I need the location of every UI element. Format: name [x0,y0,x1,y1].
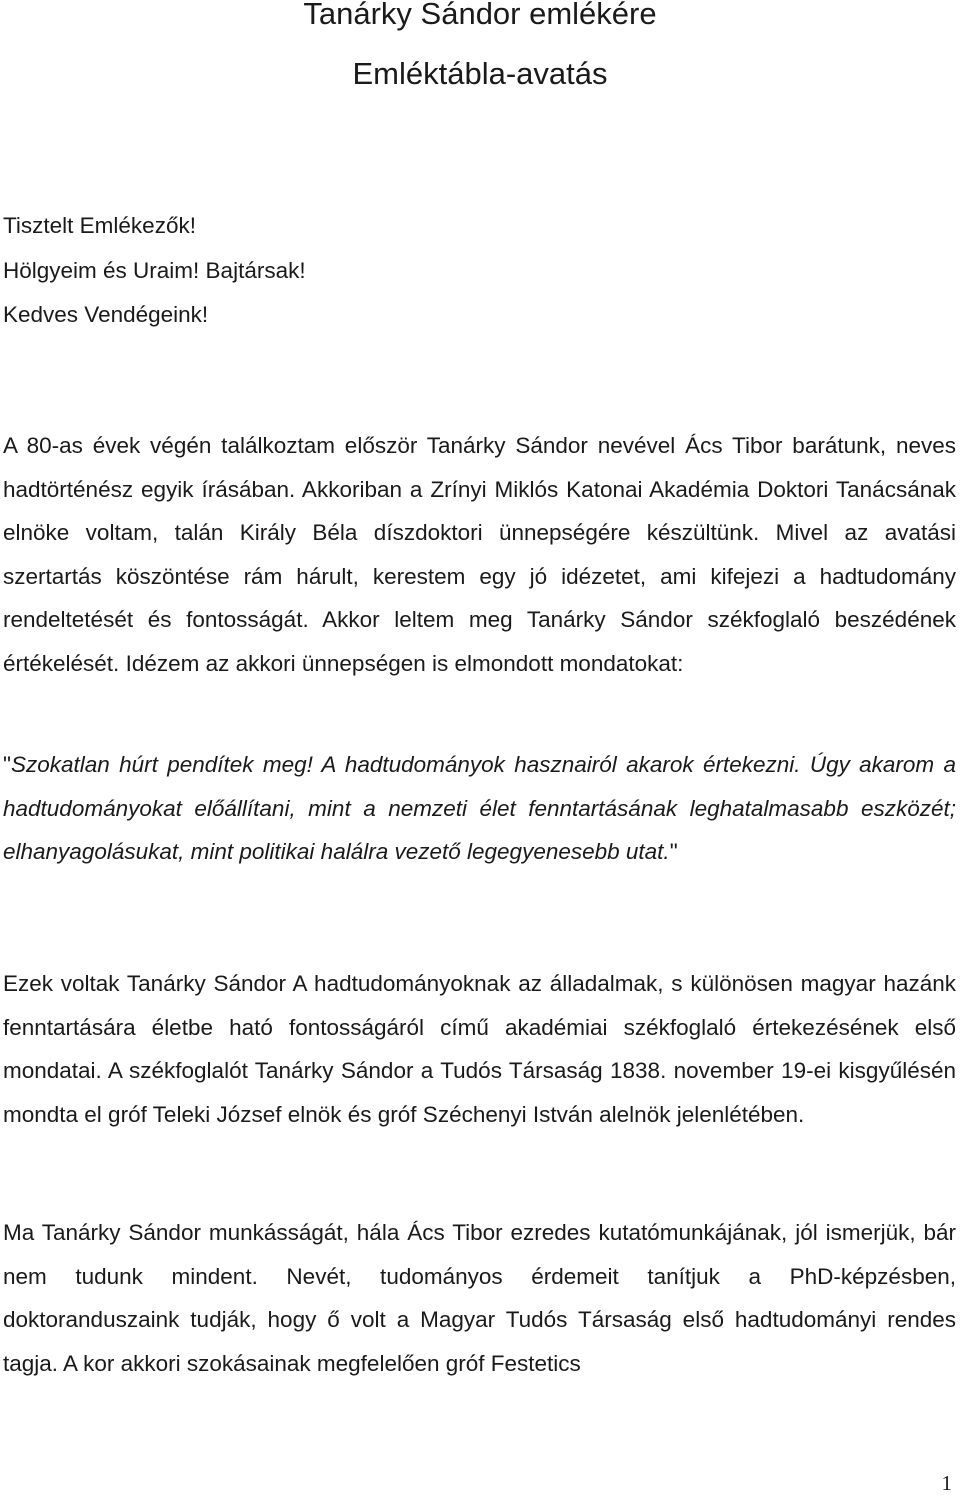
body-paragraph: Ma Tanárky Sándor munkásságát, hála Ács Tibor ezredes kutatómunkájának, jól ismerjük, bár nem tudunk mindent. Nevét, tudományos érdemeit tanítjuk a PhD-képzésben, doktoranduszaink tudják, hogy ő volt a Magyar Tudós Társaság első hadtudományi rendes tagja. A kor akkori szokásainak megfelelően gróf Festetics [3,1220,956,1376]
document-title: Tanárky Sándor emlékére [303,0,657,31]
greeting-line: Hölgyeim és Uraim! Bajtársak! [3,258,306,283]
quote-close-mark: " [669,839,678,865]
quote-paragraph [3,743,956,874]
page-number: 1 [941,1471,952,1495]
body-paragraph: Ezek voltak Tanárky Sándor A hadtudományoknak az álladalmak, s különösen magyar hazánk fenntartására életbe ható fontosságáról című akadémiai székfoglaló értekezésének első mondatai. A székfoglalót Tanárky Sándor a Tudós Társaság 1838. november 19-ei kisgyűlésén mondta el gróf Teleki József elnök és gróf Széchenyi István alelnök jelenlétében. [3,971,956,1127]
document-subtitle: Emléktábla-avatás [352,56,608,91]
greeting-line: Kedves Vendégeink! [3,302,209,327]
quote-open-mark: " [3,752,11,777]
quote-text: Szokatlan húrt pendítek meg! A hadtudományok hasznairól akarok értekezni. Úgy akarom a hadtudományokat előállítani, mint a nemzeti élet fenntartásának leghatalmasabb eszközét; elhanyagolásukat, mint politikai halálra vezető legegyenesebb utat. [3,752,956,865]
body-paragraph: A 80-as évek végén találkoztam először Tanárky Sándor nevével Ács Tibor barátunk, neves hadtörténész egyik írásában. Akkoriban a Zrínyi Miklós Katonai Akadémia Doktori Tanácsának elnöke voltam, talán Király Béla díszdoktori ünnepségére készültünk. Mivel az avatási szertartás köszöntése rám hárult, kerestem egy jó idézetet, ami kifejezi a hadtudomány rendeltetését és fontosságát. Akkor leltem meg Tanárky Sándor székfoglaló beszédének értékelését. Idézem az akkori ünnepségen is elmondott mondatokat: [3,433,956,676]
greeting-line: Tisztelt Emlékezők! [3,213,196,238]
